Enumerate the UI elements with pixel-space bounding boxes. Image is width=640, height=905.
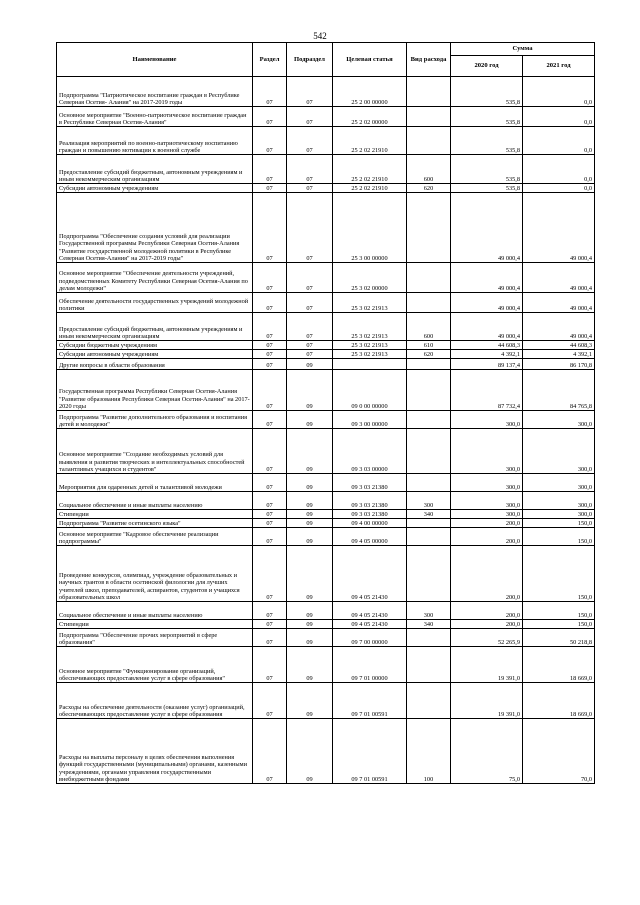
- cell-subsection: 09: [287, 546, 333, 602]
- cell-section: 07: [253, 107, 287, 127]
- table-body: [57, 77, 595, 784]
- cell-section: 07: [253, 474, 287, 492]
- cell-subsection: 09: [287, 629, 333, 647]
- cell-sum-2021: 0,0: [523, 77, 595, 107]
- cell-expense-type: 610: [407, 341, 451, 350]
- table-row: [57, 411, 595, 429]
- cell-name: Предоставление субсидий бюджетным, автономным учреждениям и иным некоммерческим организациям: [57, 155, 253, 184]
- cell-sum-2020: 200,0: [451, 602, 523, 620]
- cell-sum-2020: 75,0: [451, 719, 523, 784]
- table-row: [57, 313, 595, 341]
- cell-subsection: 09: [287, 683, 333, 719]
- cell-expense-type: [407, 127, 451, 155]
- cell-sum-2020: 52 265,9: [451, 629, 523, 647]
- cell-subsection: 09: [287, 602, 333, 620]
- cell-subsection: 07: [287, 263, 333, 293]
- table-row: [57, 293, 595, 313]
- cell-section: 07: [253, 127, 287, 155]
- table-row: [57, 629, 595, 647]
- cell-expense-type: [407, 528, 451, 546]
- cell-name: Проведение конкурсов, олимпиад, учреждение образовательных и научных грантов в области осетинской филологии для лучших учителей школ, преподавателей, аспирантов, студентов и учащихся образовательных школ: [57, 546, 253, 602]
- cell-target-article: 09 7 00 00000: [333, 629, 407, 647]
- table-row: [57, 647, 595, 683]
- cell-subsection: 09: [287, 492, 333, 510]
- cell-subsection: 07: [287, 77, 333, 107]
- cell-expense-type: [407, 546, 451, 602]
- cell-sum-2020: 535,8: [451, 127, 523, 155]
- cell-subsection: 09: [287, 359, 333, 370]
- cell-subsection: 09: [287, 719, 333, 784]
- page-number: 542: [313, 31, 327, 41]
- cell-subsection: 07: [287, 293, 333, 313]
- cell-subsection: 07: [287, 155, 333, 184]
- cell-expense-type: [407, 474, 451, 492]
- cell-subsection: 09: [287, 429, 333, 474]
- cell-target-article: 25 2 02 00000: [333, 107, 407, 127]
- cell-section: 07: [253, 184, 287, 193]
- cell-subsection: 09: [287, 647, 333, 683]
- cell-sum-2020: 89 137,4: [451, 359, 523, 370]
- cell-expense-type: [407, 519, 451, 528]
- cell-name: Предоставление субсидий бюджетным, автономным учреждениям и иным некоммерческим организациям: [57, 313, 253, 341]
- cell-name: Основное мероприятие "Функционирование организаций, обеспечивающих предоставление услуг в сфере образования": [57, 647, 253, 683]
- cell-name: Субсидии бюджетным учреждениям: [57, 341, 253, 350]
- cell-sum-2021: 86 170,8: [523, 359, 595, 370]
- cell-section: 07: [253, 263, 287, 293]
- cell-sum-2021: 300,0: [523, 492, 595, 510]
- cell-subsection: 07: [287, 127, 333, 155]
- cell-section: 07: [253, 193, 287, 263]
- cell-expense-type: 600: [407, 155, 451, 184]
- table-row: [57, 510, 595, 519]
- cell-sum-2020: 535,8: [451, 77, 523, 107]
- cell-sum-2020: 300,0: [451, 510, 523, 519]
- cell-sum-2020: 535,8: [451, 155, 523, 184]
- cell-name: Подпрограмма "Патриотическое воспитание граждан в Республике Северная Осетия- Алания" на 2017-2019 годы: [57, 77, 253, 107]
- cell-sum-2021: 0,0: [523, 184, 595, 193]
- cell-sum-2021: 300,0: [523, 429, 595, 474]
- cell-expense-type: [407, 107, 451, 127]
- cell-sum-2021: 150,0: [523, 620, 595, 629]
- cell-sum-2021: 150,0: [523, 519, 595, 528]
- cell-subsection: 07: [287, 184, 333, 193]
- cell-section: 07: [253, 510, 287, 519]
- cell-sum-2020: 4 392,1: [451, 350, 523, 359]
- cell-section: 07: [253, 350, 287, 359]
- cell-expense-type: [407, 411, 451, 429]
- cell-target-article: 09 4 00 00000: [333, 519, 407, 528]
- cell-name: Социальное обеспечение и иные выплаты населению: [57, 602, 253, 620]
- cell-expense-type: [407, 647, 451, 683]
- cell-target-article: 25 2 02 21910: [333, 184, 407, 193]
- cell-section: 07: [253, 370, 287, 411]
- cell-expense-type: [407, 293, 451, 313]
- cell-target-article: [333, 359, 407, 370]
- header-year-2021: 2021 год: [523, 56, 595, 77]
- cell-expense-type: [407, 629, 451, 647]
- cell-sum-2021: 4 392,1: [523, 350, 595, 359]
- cell-name: Подпрограмма "Обеспечение прочих мероприятий в сфере образования": [57, 629, 253, 647]
- table-row: [57, 474, 595, 492]
- budget-table: [56, 42, 595, 784]
- cell-target-article: 09 7 01 00591: [333, 683, 407, 719]
- cell-expense-type: 100: [407, 719, 451, 784]
- cell-sum-2020: 49 000,4: [451, 193, 523, 263]
- cell-expense-type: 620: [407, 350, 451, 359]
- cell-sum-2020: 200,0: [451, 528, 523, 546]
- cell-section: 07: [253, 620, 287, 629]
- cell-name: Субсидии автономным учреждениям: [57, 184, 253, 193]
- cell-section: 07: [253, 629, 287, 647]
- table-row: [57, 683, 595, 719]
- cell-sum-2020: 49 000,4: [451, 263, 523, 293]
- header-subsection: Подраздел: [287, 43, 333, 77]
- cell-subsection: 09: [287, 370, 333, 411]
- cell-target-article: 25 2 02 21910: [333, 155, 407, 184]
- cell-target-article: 25 3 00 00000: [333, 193, 407, 263]
- cell-section: 07: [253, 341, 287, 350]
- cell-sum-2020: 19 391,0: [451, 647, 523, 683]
- cell-expense-type: [407, 359, 451, 370]
- cell-section: 07: [253, 293, 287, 313]
- cell-target-article: 09 4 05 21430: [333, 602, 407, 620]
- cell-section: 07: [253, 77, 287, 107]
- cell-expense-type: [407, 263, 451, 293]
- table-row: [57, 546, 595, 602]
- table-row: [57, 602, 595, 620]
- cell-name: Основное мероприятие "Кадровое обеспечение реализации подпрограммы": [57, 528, 253, 546]
- header-name: Наименование: [57, 43, 253, 77]
- cell-sum-2021: 18 669,0: [523, 683, 595, 719]
- cell-section: 07: [253, 647, 287, 683]
- table-row: [57, 492, 595, 510]
- cell-name: Социальное обеспечение и иные выплаты населению: [57, 492, 253, 510]
- cell-name: Другие вопросы в области образования: [57, 359, 253, 370]
- cell-name: Подпрограмма "Развитие дополнительного образования и воспитания детей и молодежи": [57, 411, 253, 429]
- cell-name: Расходы на выплаты персоналу в целях обеспечения выполнения функций государственными (муниципальными) органами, казенными учреждениями, органами управления государственными внебюджетными фондами: [57, 719, 253, 784]
- cell-section: 07: [253, 546, 287, 602]
- cell-sum-2020: 300,0: [451, 429, 523, 474]
- table-header: [57, 43, 595, 77]
- cell-target-article: 09 3 03 21380: [333, 474, 407, 492]
- cell-sum-2021: 84 765,8: [523, 370, 595, 411]
- cell-name: Основное мероприятие "Военно-патриотическое воспитание граждан в Республике Северная Осетия-Алания": [57, 107, 253, 127]
- table-row: [57, 620, 595, 629]
- cell-sum-2021: 0,0: [523, 107, 595, 127]
- header-expense-type: Вид расхода: [407, 43, 451, 77]
- cell-target-article: 09 7 01 00591: [333, 719, 407, 784]
- cell-name: Обеспечение деятельности государственных учреждений молодежной политики: [57, 293, 253, 313]
- cell-subsection: 07: [287, 350, 333, 359]
- cell-expense-type: [407, 77, 451, 107]
- cell-section: 07: [253, 528, 287, 546]
- header-target-article: Целевая статья: [333, 43, 407, 77]
- cell-sum-2021: 0,0: [523, 155, 595, 184]
- cell-expense-type: [407, 683, 451, 719]
- cell-sum-2021: 49 000,4: [523, 193, 595, 263]
- cell-target-article: 09 0 00 00000: [333, 370, 407, 411]
- cell-subsection: 09: [287, 620, 333, 629]
- cell-target-article: 09 3 03 00000: [333, 429, 407, 474]
- table-row: [57, 263, 595, 293]
- cell-expense-type: 620: [407, 184, 451, 193]
- cell-target-article: 09 3 03 21380: [333, 492, 407, 510]
- cell-expense-type: 300: [407, 602, 451, 620]
- cell-sum-2021: 18 669,0: [523, 647, 595, 683]
- cell-target-article: 09 4 05 21430: [333, 620, 407, 629]
- cell-name: Государственная программа Республики Северная Осетия-Алания "Развитие образования Республики Северная Осетия-Алания" на 2017-2020 годы: [57, 370, 253, 411]
- cell-sum-2020: 200,0: [451, 620, 523, 629]
- cell-sum-2021: 300,0: [523, 411, 595, 429]
- cell-section: 07: [253, 602, 287, 620]
- cell-target-article: 25 2 02 21910: [333, 127, 407, 155]
- cell-sum-2021: 49 000,4: [523, 293, 595, 313]
- cell-subsection: 09: [287, 474, 333, 492]
- cell-section: 07: [253, 519, 287, 528]
- cell-name: Субсидии автономным учреждениям: [57, 350, 253, 359]
- cell-expense-type: 600: [407, 313, 451, 341]
- table-row: [57, 719, 595, 784]
- cell-section: 07: [253, 411, 287, 429]
- cell-target-article: 25 3 02 00000: [333, 263, 407, 293]
- cell-sum-2021: 150,0: [523, 602, 595, 620]
- cell-sum-2021: 50 218,8: [523, 629, 595, 647]
- cell-expense-type: [407, 429, 451, 474]
- cell-target-article: 09 4 05 00000: [333, 528, 407, 546]
- cell-subsection: 09: [287, 411, 333, 429]
- cell-target-article: 25 3 02 21913: [333, 341, 407, 350]
- cell-sum-2020: 300,0: [451, 474, 523, 492]
- table-row: [57, 359, 595, 370]
- cell-name: Мероприятия для одаренных детей и талантливой молодежи: [57, 474, 253, 492]
- cell-section: 07: [253, 313, 287, 341]
- cell-sum-2021: 150,0: [523, 546, 595, 602]
- cell-sum-2020: 49 000,4: [451, 313, 523, 341]
- cell-name: Подпрограмма "Обеспечение создания условий для реализации Государственной программы Республики Северная Осетия-Алания "Развитие государственной молодежной политики в Республике Северная Осетия-Алания" на 2017-2019 годы": [57, 193, 253, 263]
- cell-sum-2020: 87 732,4: [451, 370, 523, 411]
- cell-name: Стипендии: [57, 620, 253, 629]
- cell-sum-2021: 0,0: [523, 127, 595, 155]
- cell-sum-2021: 49 000,4: [523, 263, 595, 293]
- table-row: [57, 127, 595, 155]
- cell-section: 07: [253, 683, 287, 719]
- cell-name: Расходы на обеспечение деятельности (оказание услуг) организаций, обеспечивающих предоставление услуг в сфере образования: [57, 683, 253, 719]
- table-row: [57, 519, 595, 528]
- cell-subsection: 07: [287, 313, 333, 341]
- cell-target-article: 09 3 00 00000: [333, 411, 407, 429]
- cell-sum-2021: 70,0: [523, 719, 595, 784]
- table-row: [57, 350, 595, 359]
- cell-expense-type: [407, 370, 451, 411]
- cell-target-article: 09 7 01 00000: [333, 647, 407, 683]
- cell-name: Подпрограмма "Развитие осетинского языка": [57, 519, 253, 528]
- cell-name: Основное мероприятие "Обеспечение деятельности учреждений, подведомственных Комитету Республики Северная Осетия-Алания по делам молодежи": [57, 263, 253, 293]
- cell-subsection: 09: [287, 519, 333, 528]
- table-row: [57, 184, 595, 193]
- cell-sum-2021: 150,0: [523, 528, 595, 546]
- cell-section: 07: [253, 719, 287, 784]
- cell-section: 07: [253, 429, 287, 474]
- header-section: Раздел: [253, 43, 287, 77]
- cell-subsection: 09: [287, 510, 333, 519]
- cell-name: Стипендии: [57, 510, 253, 519]
- cell-sum-2020: 200,0: [451, 546, 523, 602]
- cell-sum-2020: 300,0: [451, 411, 523, 429]
- cell-sum-2020: 200,0: [451, 519, 523, 528]
- cell-section: 07: [253, 492, 287, 510]
- cell-target-article: 25 2 00 00000: [333, 77, 407, 107]
- cell-sum-2021: 49 000,4: [523, 313, 595, 341]
- header-year-2020: 2020 год: [451, 56, 523, 77]
- header-sum: Сумма: [451, 43, 595, 56]
- table-row: [57, 429, 595, 474]
- cell-sum-2020: 49 000,4: [451, 293, 523, 313]
- cell-sum-2020: 535,8: [451, 184, 523, 193]
- cell-subsection: 07: [287, 193, 333, 263]
- cell-section: 07: [253, 359, 287, 370]
- cell-sum-2020: 300,0: [451, 492, 523, 510]
- cell-subsection: 09: [287, 528, 333, 546]
- cell-expense-type: 340: [407, 510, 451, 519]
- cell-target-article: 25 3 02 21913: [333, 313, 407, 341]
- cell-sum-2021: 44 608,3: [523, 341, 595, 350]
- cell-target-article: 25 3 02 21913: [333, 350, 407, 359]
- cell-expense-type: 340: [407, 620, 451, 629]
- cell-sum-2021: 300,0: [523, 474, 595, 492]
- cell-sum-2021: 300,0: [523, 510, 595, 519]
- cell-target-article: 09 4 05 21430: [333, 546, 407, 602]
- table-row: [57, 155, 595, 184]
- cell-name: Основное мероприятие "Создание необходимых условий для выявления и развития творческих и интеллектуальных способностей талантливых учащихся и студентов": [57, 429, 253, 474]
- cell-subsection: 07: [287, 107, 333, 127]
- table-row: [57, 107, 595, 127]
- cell-target-article: 25 3 02 21913: [333, 293, 407, 313]
- table-row: [57, 341, 595, 350]
- cell-expense-type: 300: [407, 492, 451, 510]
- cell-subsection: 07: [287, 341, 333, 350]
- cell-sum-2020: 44 608,3: [451, 341, 523, 350]
- cell-target-article: 09 3 03 21380: [333, 510, 407, 519]
- cell-sum-2020: 535,8: [451, 107, 523, 127]
- cell-section: 07: [253, 155, 287, 184]
- table-row: [57, 193, 595, 263]
- cell-sum-2020: 19 391,0: [451, 683, 523, 719]
- table-row: [57, 528, 595, 546]
- table-row: [57, 77, 595, 107]
- cell-name: Реализация мероприятий по военно-патриотическому воспитанию граждан и повышению мотивации к военной службе: [57, 127, 253, 155]
- cell-expense-type: [407, 193, 451, 263]
- table-row: [57, 370, 595, 411]
